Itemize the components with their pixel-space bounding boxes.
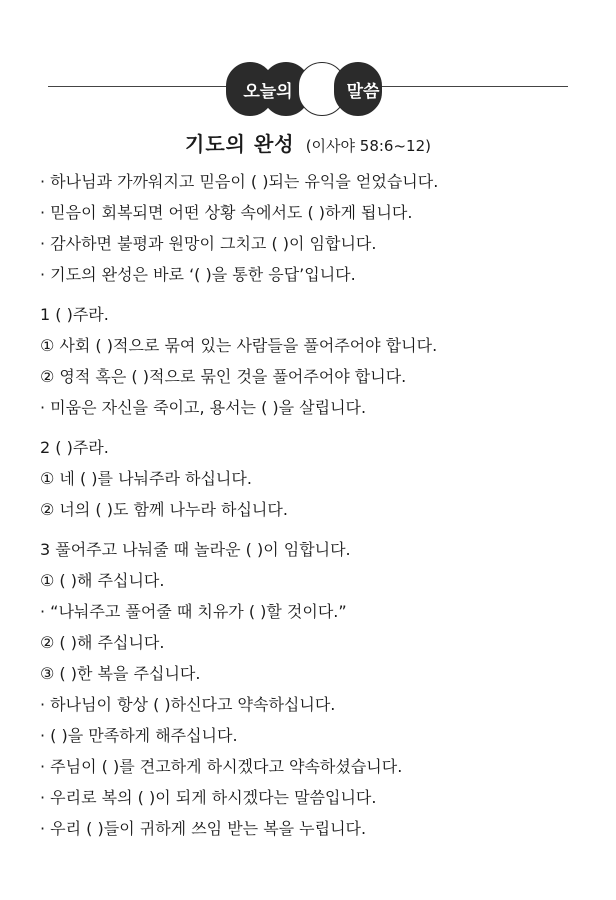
list-item: · 믿음이 회복되면 어떤 상황 속에서도 ( )하게 됩니다. xyxy=(40,203,413,222)
list-item: · 감사하면 불평과 원망이 그치고 ( )이 임합니다. xyxy=(40,234,377,253)
header-label-2: 말씀 xyxy=(346,81,380,102)
list-item: ① 네 ( )를 나눠주라 하십니다. xyxy=(40,469,252,488)
list-item: ② 너의 ( )도 함께 나누라 하십니다. xyxy=(40,500,288,519)
header-label-1: 오늘의 xyxy=(243,81,293,102)
list-item: ② ( )해 주십니다. xyxy=(40,633,165,652)
title-sub: (이사야 58:6~12) xyxy=(305,137,431,155)
header-banner xyxy=(0,58,616,128)
list-item: · 하나님과 가까워지고 믿음이 ( )되는 유익을 얻었습니다. xyxy=(40,172,439,191)
list-item: ① 사회 ( )적으로 묶여 있는 사람들을 풀어주어야 합니다. xyxy=(40,336,438,355)
section-heading: 2 ( )주라. xyxy=(40,438,109,457)
title-main: 기도의 완성 xyxy=(185,132,295,156)
section-heading: 3 풀어주고 나눠줄 때 놀라운 ( )이 임합니다. xyxy=(40,540,351,559)
page-title xyxy=(0,128,616,157)
list-item: ③ ( )한 복을 주십니다. xyxy=(40,664,201,683)
list-item: · 하나님이 항상 ( )하신다고 약속하십니다. xyxy=(40,695,336,714)
list-item: · 기도의 완성은 바로 ‘( )을 통한 응답’입니다. xyxy=(40,265,356,284)
list-item: · 주님이 ( )를 견고하게 하시겠다고 약속하셨습니다. xyxy=(40,757,403,776)
list-item: · ( )을 만족하게 해주십니다. xyxy=(40,726,238,745)
list-item: · 미움은 자신을 죽이고, 용서는 ( )을 살립니다. xyxy=(40,398,367,417)
sermon-content xyxy=(40,166,600,844)
list-item: ② 영적 혹은 ( )적으로 묶인 것을 풀어주어야 합니다. xyxy=(40,367,407,386)
list-item: · “나눠주고 풀어줄 때 치유가 ( )할 것이다.” xyxy=(40,602,347,621)
list-item: · 우리로 복의 ( )이 되게 하시겠다는 말씀입니다. xyxy=(40,788,377,807)
list-item: ① ( )해 주십니다. xyxy=(40,571,165,590)
list-item: · 우리 ( )들이 귀하게 쓰임 받는 복을 누립니다. xyxy=(40,819,367,838)
section-heading: 1 ( )주라. xyxy=(40,305,109,324)
